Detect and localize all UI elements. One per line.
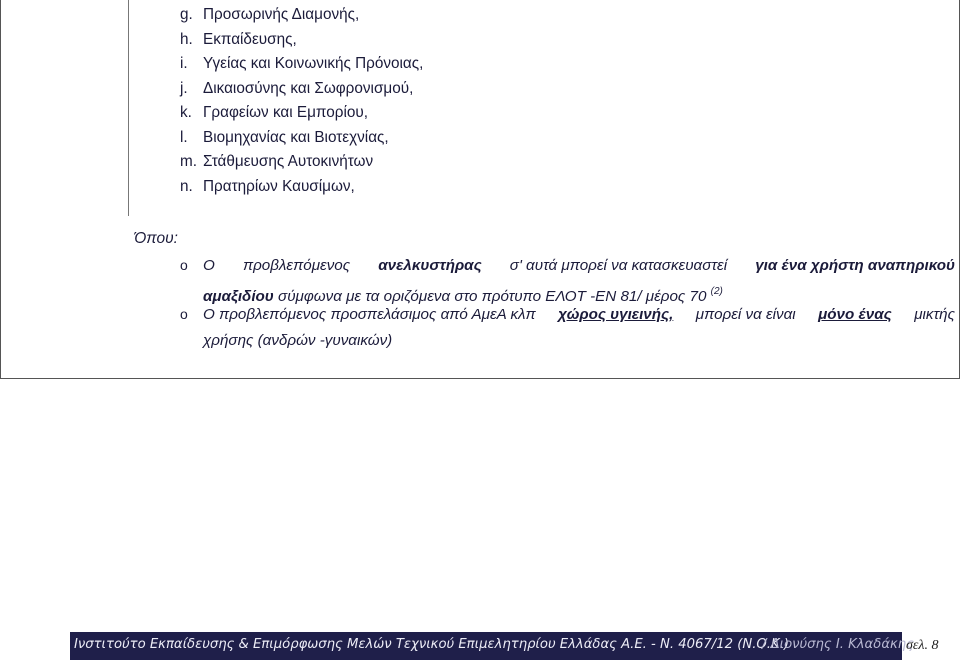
column-divider xyxy=(128,0,129,216)
list-item-text: Γραφείων και Εμπορίου, xyxy=(203,104,368,121)
bullet-elevator xyxy=(180,253,955,309)
list-marker: j. xyxy=(180,79,188,97)
list-marker: m. xyxy=(180,153,197,170)
list-marker: k. xyxy=(180,104,192,121)
bullet-marker: o xyxy=(180,257,188,273)
list-marker: h. xyxy=(180,30,193,48)
bullet-wc xyxy=(180,302,955,353)
emphasis-wc: χώρος υγιεινής, xyxy=(558,306,674,323)
list-item xyxy=(180,54,423,79)
bullet-marker: o xyxy=(180,306,188,322)
where-label: Όπου: xyxy=(134,230,178,247)
list-item-text: Στάθμευσης Αυτοκινήτων xyxy=(203,153,374,170)
bullet-line xyxy=(180,328,955,354)
text-span: σύμφωνα με τα οριζόμενα στο πρότυπο ΕΛΟΤ -ΕΝ 81/ μέρος 70 xyxy=(278,287,707,305)
text-span: σ' αυτά μπορεί να κατασκευαστεί xyxy=(509,257,728,274)
list-marker: i. xyxy=(180,55,188,72)
list-item xyxy=(180,103,423,128)
list-item xyxy=(180,128,423,153)
list-item xyxy=(180,152,423,177)
list-item-text: Υγείας και Κοινωνικής Πρόνοιας, xyxy=(203,55,424,72)
list-marker: g. xyxy=(180,6,193,23)
emphasis-wheelchair: αμαξιδίου xyxy=(203,287,274,305)
category-list xyxy=(180,5,423,201)
list-item-text: Πρατηρίων Καυσίμων, xyxy=(203,177,355,195)
list-item-text: Βιομηχανίας και Βιοτεχνίας, xyxy=(203,128,389,146)
list-item xyxy=(180,5,423,30)
list-item-text: Δικαιοσύνης και Σωφρονισμού, xyxy=(203,79,414,97)
list-item xyxy=(180,30,423,55)
text-span: Ο προβλεπόμενος προσπελάσιμος από ΑμεΑ κλπ xyxy=(203,306,536,323)
list-item xyxy=(180,79,423,104)
reference-mark: (2) xyxy=(710,285,723,297)
bullet-line xyxy=(180,302,955,328)
text-span: μπορεί να είναι xyxy=(695,306,796,323)
list-item-text: Προσωρινής Διαμονής, xyxy=(203,6,360,23)
text-span: χρήσης (ανδρών -γυναικών) xyxy=(203,331,393,349)
text-span: μικτής xyxy=(914,306,955,323)
text-word: Ο xyxy=(203,257,215,274)
bullet-line xyxy=(180,253,955,279)
footer-organization: Ινστιτούτο Εκπαίδευσης & Επιμόρφωσης Μελών Τεχνικού Επιμελητηρίου Ελλάδας Α.Ε. - Ν. 4067/12 (Ν.Ο.Κ.) xyxy=(74,637,789,652)
emphasis-one-user: για ένα χρήστη αναπηρικού xyxy=(755,257,955,274)
footer-author: / Διονύσης Ι. Κλαδάκης xyxy=(762,637,914,652)
text-word: προβλεπόμενος xyxy=(242,257,351,274)
emphasis-only-one: μόνο ένας xyxy=(818,306,892,323)
page-number: σελ. 8 xyxy=(906,638,939,653)
list-item-text: Εκπαίδευσης, xyxy=(203,30,297,48)
list-marker: l. xyxy=(180,128,188,146)
list-marker: n. xyxy=(180,177,193,195)
list-item xyxy=(180,177,423,202)
emphasis-elevator: ανελκυστήρας xyxy=(378,257,482,274)
